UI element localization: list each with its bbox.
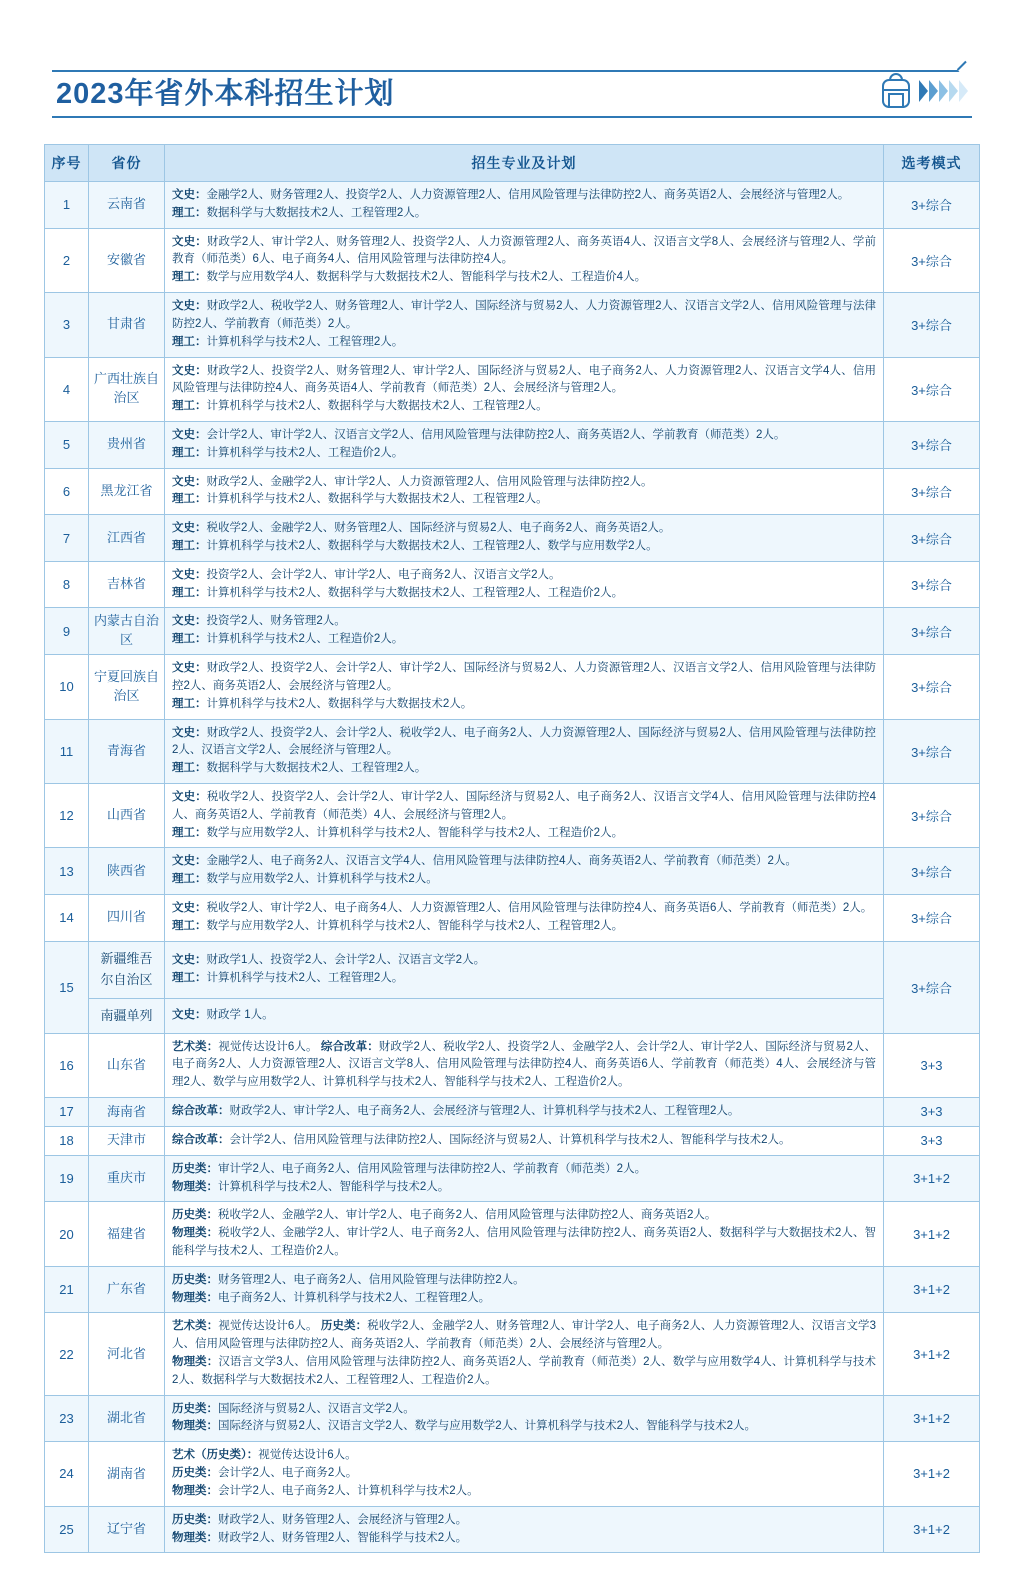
- table-row: [45, 468, 980, 515]
- major-line-label: 理工：: [172, 971, 207, 984]
- table-row: [45, 293, 980, 357]
- major-line-label: 物理类：: [172, 1531, 218, 1544]
- major-line: [172, 1132, 876, 1150]
- major-line-label: 艺术类：: [172, 1040, 219, 1053]
- row-province: 湖北省: [89, 1395, 165, 1442]
- row-exam-mode: 3+综合: [884, 655, 980, 719]
- major-line: [172, 660, 876, 696]
- major-line-text: 国际经济与贸易2人、汉语言文学2人。: [218, 1402, 415, 1415]
- row-exam-mode: 3+综合: [884, 941, 980, 1033]
- row-exam-mode: 3+1+2: [884, 1155, 980, 1202]
- row-majors: [165, 421, 884, 468]
- page-header: [52, 56, 972, 126]
- major-line-text: 计算机科学与技术2人、工程造价2人。: [206, 633, 404, 646]
- major-line-text: 计算机科学与技术2人、数据科学与大数据技术2人、工程管理2人、工程造价2人。: [206, 586, 624, 599]
- table-row: [45, 1126, 980, 1155]
- major-line: [172, 900, 876, 918]
- row-exam-mode: 3+1+2: [884, 1395, 980, 1442]
- row-exam-mode: 3+3: [884, 1098, 980, 1127]
- major-line-label: 物理类：: [172, 1420, 218, 1433]
- row-province: 吉林省: [89, 561, 165, 608]
- major-line-label: 理工：: [172, 873, 207, 886]
- major-line: [172, 871, 876, 889]
- table-body: [45, 182, 980, 1553]
- major-line-label: 文史：: [172, 235, 207, 248]
- table-row: [45, 1313, 980, 1395]
- major-line: [172, 427, 876, 445]
- major-line: [172, 538, 876, 556]
- table-row: [45, 182, 980, 229]
- row-index: 15: [45, 941, 89, 1033]
- row-exam-mode: 3+综合: [884, 895, 980, 942]
- row-majors: [165, 1313, 884, 1395]
- row-index: 20: [45, 1202, 89, 1266]
- major-line-text: 税收学2人、金融学2人、财务管理2人、国际经济与贸易2人、电子商务2人、商务英语2人。: [206, 522, 671, 535]
- row-index: 5: [45, 421, 89, 468]
- row-province: 海南省: [89, 1098, 165, 1127]
- major-line: [172, 474, 876, 492]
- row-index: 12: [45, 783, 89, 847]
- major-line: [172, 1272, 876, 1290]
- major-line-text: 汉语言文学3人、信用风险管理与法律防控2人、商务英语2人、学前教育（师范类）2人、数学与应用数学4人、计算机科学与技术2人、数据科学与大数据技术2人、工程管理2人、工程造价2人。: [172, 1356, 876, 1386]
- major-line-text: 投资学2人、财务管理2人。: [206, 615, 346, 628]
- row-index: 19: [45, 1155, 89, 1202]
- major-line-label: 文史：: [172, 953, 207, 966]
- row-index: 25: [45, 1506, 89, 1553]
- row-majors: [165, 895, 884, 942]
- major-line-text: 数据科学与大数据技术2人、工程管理2人。: [206, 206, 427, 219]
- row-province: 河北省: [89, 1313, 165, 1395]
- row-majors: [165, 848, 884, 895]
- row-index: 22: [45, 1313, 89, 1395]
- row-majors: [165, 1395, 884, 1442]
- major-line: [172, 585, 876, 603]
- major-line-text: 财政学2人、审计学2人、财务管理2人、投资学2人、人力资源管理2人、商务英语4人、汉语言文学8人、会展经济与管理2人、学前教育（师范类）6人、电子商务4人、信用风险管理与法律防控4人。: [172, 235, 876, 266]
- major-line-text: 计算机科学与技术2人、数据科学与大数据技术2人、工程管理2人、数学与应用数学2人。: [206, 540, 658, 552]
- major-line: [172, 567, 876, 585]
- row-exam-mode: 3+综合: [884, 421, 980, 468]
- major-line-label: 理工：: [172, 540, 207, 552]
- major-line: [172, 445, 876, 463]
- row-exam-mode: 3+1+2: [884, 1442, 980, 1506]
- major-line: [172, 760, 876, 778]
- row-province: 辽宁省: [89, 1506, 165, 1553]
- major-line: [172, 1447, 876, 1465]
- table-row: [45, 1395, 980, 1442]
- major-line: [172, 1161, 876, 1179]
- row-exam-mode: 3+综合: [884, 561, 980, 608]
- major-line-text: 计算机科学与技术2人、数据科学与大数据技术2人、工程管理2人。: [206, 400, 548, 413]
- major-line-label: 理工：: [172, 586, 207, 599]
- major-line: [172, 952, 876, 970]
- row-index: 4: [45, 357, 89, 421]
- row-exam-mode: 3+综合: [884, 848, 980, 895]
- row-index: 18: [45, 1126, 89, 1155]
- row-majors: [165, 1506, 884, 1553]
- row-exam-mode: 3+综合: [884, 515, 980, 562]
- major-line-text: 计算机科学与技术2人、工程造价2人。: [206, 446, 404, 459]
- major-line: [172, 269, 876, 287]
- major-line-text: 税收学2人、金融学2人、审计学2人、电子商务2人、信用风险管理与法律防控2人、商务英语2人、数据科学与大数据技术2人、智能科学与技术2人、工程造价2人。: [172, 1227, 877, 1257]
- row-majors: [165, 1033, 884, 1097]
- table-header-row: [45, 145, 980, 182]
- table-row: [45, 561, 980, 608]
- major-line-text: 财政学2人、投资学2人、财务管理2人、审计学2人、国际经济与贸易2人、电子商务2人、人力资源管理2人、汉语言文学4人、信用风险管理与法律防控4人、商务英语4人、学前教育（师范类）2人、会展经济与管理2人。: [172, 364, 876, 395]
- major-line-label: 文史：: [172, 855, 207, 868]
- row-exam-mode: 3+综合: [884, 357, 980, 421]
- major-line-label: 理工：: [172, 493, 207, 506]
- province-sub: 南疆单列: [89, 998, 164, 1033]
- major-line-text: 财政学2人、财务管理2人、智能科学与技术2人。: [218, 1531, 468, 1544]
- row-province: 青海省: [89, 719, 165, 783]
- row-majors: [165, 1442, 884, 1506]
- table-row: [45, 1033, 980, 1097]
- major-line-label: 历史类：: [172, 1273, 218, 1286]
- row-province: 山西省: [89, 783, 165, 847]
- major-line: [172, 789, 876, 825]
- row-exam-mode: 3+综合: [884, 293, 980, 357]
- table-header: [45, 145, 980, 182]
- major-line: [172, 1103, 876, 1121]
- col-header-majors: 招生专业及计划: [165, 145, 884, 182]
- major-line: [172, 205, 876, 223]
- major-line-text: 数据科学与大数据技术2人、工程管理2人。: [206, 762, 427, 775]
- row-exam-mode: 3+1+2: [884, 1506, 980, 1553]
- row-majors: [165, 1126, 884, 1155]
- major-line: [172, 1207, 876, 1225]
- major-line-label: 文史：: [172, 726, 207, 739]
- row-majors: [165, 293, 884, 357]
- major-line-label: 文史：: [172, 522, 207, 535]
- major-line-label: 理工：: [172, 762, 207, 775]
- major-line-label: 综合改革：: [172, 1105, 230, 1118]
- major-line: [172, 696, 876, 714]
- major-line-text: 会计学2人、电子商务2人、计算机科学与技术2人。: [218, 1484, 479, 1497]
- page-title: 2023年省外本科招生计划: [56, 74, 407, 114]
- row-majors: [165, 515, 884, 562]
- major-line: [172, 1483, 876, 1501]
- row-majors: [165, 608, 884, 655]
- major-line: [172, 1179, 876, 1197]
- row-province: 天津市: [89, 1126, 165, 1155]
- major-line-label: 艺术类：: [172, 1320, 219, 1333]
- row-majors: [165, 468, 884, 515]
- major-line: [172, 1401, 876, 1419]
- row-province: 内蒙古自治区: [89, 608, 165, 655]
- major-line-label: 文史：: [172, 364, 207, 377]
- major-line: [172, 631, 876, 649]
- row-index: 3: [45, 293, 89, 357]
- major-line-label: 文史：: [172, 475, 207, 488]
- major-line-text: 财政学2人、投资学2人、会计学2人、审计学2人、国际经济与贸易2人、人力资源管理2人、汉语言文学2人、信用风险管理与法律防控2人、商务英语2人、会展经济与管理2人。: [172, 662, 877, 692]
- major-line-label: 艺术（历史类）：: [172, 1449, 259, 1462]
- row-index: 7: [45, 515, 89, 562]
- major-line-label: 物理类：: [172, 1356, 219, 1368]
- major-line-label: 综合改革：: [172, 1133, 230, 1146]
- majors-main: [165, 942, 883, 999]
- row-majors: [165, 655, 884, 719]
- row-index: 13: [45, 848, 89, 895]
- row-exam-mode: 3+综合: [884, 783, 980, 847]
- major-line-label: 文史：: [172, 1008, 207, 1021]
- major-line-text: 财政学2人、审计学2人、电子商务2人、会展经济与管理2人、计算机科学与技术2人、工程管理2人。: [229, 1105, 740, 1118]
- row-majors: [165, 182, 884, 229]
- major-line-text: 数学与应用数学4人、数据科学与大数据技术2人、智能科学与技术2人、工程造价4人。: [206, 271, 647, 284]
- major-line: [172, 334, 876, 352]
- major-line-text: 视觉传达设计6人。: [258, 1449, 357, 1462]
- major-line: [172, 853, 876, 871]
- major-line-text: 财政学2人、财务管理2人、会展经济与管理2人。: [218, 1513, 468, 1526]
- admission-plan-table: [44, 144, 980, 1553]
- major-line: [172, 918, 876, 936]
- col-header-mode: 选考模式: [884, 145, 980, 182]
- row-exam-mode: 3+3: [884, 1126, 980, 1155]
- row-majors: [165, 1155, 884, 1202]
- major-line-label: 物理类：: [172, 1227, 219, 1240]
- table-row: [45, 1098, 980, 1127]
- major-line-text: 审计学2人、电子商务2人、信用风险管理与法律防控2人、学前教育（师范类）2人。: [218, 1162, 647, 1175]
- row-index: 23: [45, 1395, 89, 1442]
- major-line-label: 历史类：: [172, 1402, 218, 1415]
- major-line-label: 理工：: [172, 633, 207, 646]
- header-top-rule: [52, 70, 972, 72]
- major-line-text: 财务管理2人、电子商务2人、信用风险管理与法律防控2人。: [218, 1273, 525, 1286]
- row-index: 24: [45, 1442, 89, 1506]
- row-index: 1: [45, 182, 89, 229]
- major-line-label: 理工：: [172, 697, 207, 710]
- col-header-no: 序号: [45, 145, 89, 182]
- row-exam-mode: 3+综合: [884, 719, 980, 783]
- major-line: [172, 1290, 876, 1308]
- major-line: [172, 491, 876, 509]
- table-row: [45, 848, 980, 895]
- row-index: 14: [45, 895, 89, 942]
- major-line-label: 物理类：: [172, 1291, 218, 1304]
- table-row: [45, 1155, 980, 1202]
- row-province: 江西省: [89, 515, 165, 562]
- major-line-text: 国际经济与贸易2人、汉语言文学2人、数学与应用数学2人、计算机科学与技术2人、智能科学与技术2人。: [218, 1420, 756, 1433]
- major-line-text: 视觉传达设计6人。: [218, 1040, 318, 1053]
- row-exam-mode: 3+1+2: [884, 1202, 980, 1266]
- table-row: [45, 655, 980, 719]
- row-province: 甘肃省: [89, 293, 165, 357]
- major-line-text: 财政学2人、金融学2人、审计学2人、人力资源管理2人、信用风险管理与法律防控2人。: [206, 475, 653, 488]
- major-line-text: 税收学2人、金融学2人、审计学2人、电子商务2人、信用风险管理与法律防控2人、商务英语2人。: [218, 1209, 717, 1222]
- major-line: [172, 1354, 876, 1390]
- row-exam-mode: 3+1+2: [884, 1313, 980, 1395]
- table-row: [45, 941, 980, 1033]
- row-province: 四川省: [89, 895, 165, 942]
- major-line-text: 会计学2人、电子商务2人。: [218, 1467, 358, 1480]
- major-line-text: 投资学2人、会计学2人、审计学2人、电子商务2人、汉语言文学2人。: [206, 568, 561, 581]
- major-line-label: 文史：: [172, 428, 207, 441]
- major-line: [172, 970, 876, 988]
- row-province: 广东省: [89, 1266, 165, 1313]
- table-row: [45, 895, 980, 942]
- major-line: [172, 1318, 876, 1354]
- row-province: [89, 941, 165, 1033]
- major-line-text: 数学与应用数学2人、计算机科学与技术2人。: [206, 873, 438, 886]
- major-line-text: 视觉传达设计6人。: [218, 1320, 318, 1333]
- major-line: [172, 1512, 876, 1530]
- row-index: 21: [45, 1266, 89, 1313]
- row-exam-mode: 3+1+2: [884, 1266, 980, 1313]
- major-line: [172, 1530, 876, 1548]
- row-exam-mode: 3+3: [884, 1033, 980, 1097]
- row-province: 广西壮族自治区: [89, 357, 165, 421]
- major-line: [172, 1418, 876, 1436]
- backpack-icon: [879, 72, 913, 110]
- major-line-text: 电子商务2人、计算机科学与技术2人、工程管理2人。: [218, 1291, 491, 1304]
- major-line-text-2: 财政学2人、税收学2人、投资学2人、金融学2人、会计学2人、审计学2人、国际经济与贸易2人、电子商务2人、人力资源管理2人、汉语言文学8人、信用风险管理与法律防控4人、商务英语6人、学前教育（师范类）4人、会展经济与管理2人、数学与应用数学2人、计算机科学与技术2人、智能科学与技术2人、工程造价2人。: [172, 1040, 877, 1089]
- row-province: 重庆市: [89, 1155, 165, 1202]
- major-line-label: 物理类：: [172, 1484, 218, 1497]
- header-icon-group: [869, 72, 968, 110]
- major-line-label: 物理类：: [172, 1180, 218, 1193]
- major-line-label: 历史类：: [172, 1513, 218, 1526]
- major-line-text: 税收学2人、投资学2人、会计学2人、审计学2人、国际经济与贸易2人、电子商务2人、汉语言文学4人、信用风险管理与法律防控4人、商务英语2人、学前教育（师范类）4人、会展经济与管理2人。: [172, 790, 876, 821]
- major-line-label: 文史：: [172, 902, 207, 914]
- table-row: [45, 608, 980, 655]
- major-line: [172, 298, 876, 334]
- major-line-text: 财政学2人、投资学2人、会计学2人、税收学2人、电子商务2人、人力资源管理2人、国际经济与贸易2人、信用风险管理与法律防控2人、汉语言文学2人、会展经济与管理2人。: [172, 726, 877, 757]
- major-line-label: 理工：: [172, 271, 207, 284]
- row-index: 8: [45, 561, 89, 608]
- row-index: 6: [45, 468, 89, 515]
- row-index: 11: [45, 719, 89, 783]
- major-line-text: 会计学2人、信用风险管理与法律防控2人、国际经济与贸易2人、计算机科学与技术2人、智能科学与技术2人。: [229, 1133, 791, 1146]
- row-majors: [165, 228, 884, 292]
- table-row: [45, 719, 980, 783]
- major-line: [172, 363, 876, 399]
- major-line-label: 理工：: [172, 919, 207, 932]
- major-line-label: 文史：: [172, 568, 207, 581]
- row-exam-mode: 3+综合: [884, 228, 980, 292]
- major-line: [172, 1465, 876, 1483]
- row-index: 16: [45, 1033, 89, 1097]
- row-majors: [165, 783, 884, 847]
- major-line-label: 理工：: [172, 206, 207, 219]
- major-line: [172, 520, 876, 538]
- row-majors: [165, 561, 884, 608]
- header-bottom-rule: [52, 116, 972, 118]
- majors-sub: [165, 998, 883, 1033]
- major-line-text: 计算机科学与技术2人、工程管理2人。: [206, 335, 404, 348]
- major-line-text: 数学与应用数学2人、计算机科学与技术2人、智能科学与技术2人、工程造价2人。: [206, 826, 624, 839]
- major-line-label: 文史：: [172, 300, 207, 313]
- major-line-text: 金融学2人、电子商务2人、汉语言文学4人、信用风险管理与法律防控4人、商务英语2人、学前教育（师范类）2人。: [206, 855, 797, 868]
- row-province: 福建省: [89, 1202, 165, 1266]
- table-row: [45, 783, 980, 847]
- row-majors: [165, 941, 884, 1033]
- row-exam-mode: 3+综合: [884, 608, 980, 655]
- chevrons-right-icon: [919, 80, 968, 102]
- col-header-province: 省份: [89, 145, 165, 182]
- major-line-text: 数学与应用数学2人、计算机科学与技术2人、智能科学与技术2人、工程管理2人。: [206, 919, 624, 932]
- major-line: [172, 1225, 876, 1261]
- major-line-text: 计算机科学与技术2人、智能科学与技术2人。: [218, 1180, 450, 1193]
- major-line-text: 会计学2人、审计学2人、汉语言文学2人、信用风险管理与法律防控2人、商务英语2人、学前教育（师范类）2人。: [206, 428, 786, 441]
- major-line-text: 财政学 1人。: [206, 1008, 274, 1021]
- major-line: [172, 725, 876, 761]
- table-row: [45, 228, 980, 292]
- row-majors: [165, 1202, 884, 1266]
- major-line-label: 历史类：: [172, 1467, 218, 1480]
- table-row: [45, 1506, 980, 1553]
- major-line-label: 文史：: [172, 790, 207, 803]
- major-line-text: 计算机科学与技术2人、数据科学与大数据技术2人、工程管理2人。: [206, 493, 548, 506]
- row-province: 陕西省: [89, 848, 165, 895]
- row-province: 山东省: [89, 1033, 165, 1097]
- major-line-text: 金融学2人、财务管理2人、投资学2人、人力资源管理2人、信用风险管理与法律防控2人、商务英语2人、会展经济与管理2人。: [206, 189, 850, 201]
- major-line-label-2: 历史类：: [320, 1320, 368, 1333]
- major-line-text: 计算机科学与技术2人、工程管理2人。: [206, 971, 404, 984]
- row-province: 湖南省: [89, 1442, 165, 1506]
- major-line-label: 文史：: [172, 615, 207, 628]
- table-row: [45, 515, 980, 562]
- row-majors: [165, 1098, 884, 1127]
- table-row: [45, 1202, 980, 1266]
- row-exam-mode: 3+综合: [884, 182, 980, 229]
- major-line-text: 财政学1人、投资学2人、会计学2人、汉语言文学2人。: [206, 953, 486, 966]
- row-province: 黑龙江省: [89, 468, 165, 515]
- row-majors: [165, 357, 884, 421]
- table-row: [45, 357, 980, 421]
- row-majors: [165, 1266, 884, 1313]
- major-line-label: 理工：: [172, 400, 207, 413]
- major-line: [172, 234, 876, 270]
- major-line-label: 理工：: [172, 826, 207, 839]
- row-province: 安徽省: [89, 228, 165, 292]
- table-row: [45, 1266, 980, 1313]
- table-row: [45, 1442, 980, 1506]
- major-line-text: 计算机科学与技术2人、数据科学与大数据技术2人。: [206, 697, 473, 710]
- row-exam-mode: 3+综合: [884, 468, 980, 515]
- table-row: [45, 421, 980, 468]
- major-line: [172, 187, 876, 205]
- major-line-text-2: 税收学2人、金融学2人、财务管理2人、审计学2人、电子商务2人、人力资源管理2人、汉语言文学3人、信用风险管理与法律防控2人、商务英语2人、学前教育（师范类）2人、会展经济与管理2人。: [172, 1320, 877, 1351]
- major-line: [172, 825, 876, 843]
- row-province: 贵州省: [89, 421, 165, 468]
- major-line-label: 理工：: [172, 335, 207, 348]
- row-province: 云南省: [89, 182, 165, 229]
- major-line: [172, 398, 876, 416]
- major-line-label: 理工：: [172, 446, 207, 459]
- row-index: 10: [45, 655, 89, 719]
- major-line-text: 财政学2人、税收学2人、财务管理2人、审计学2人、国际经济与贸易2人、人力资源管理2人、汉语言文学2人、信用风险管理与法律防控2人、学前教育（师范类）2人。: [172, 300, 877, 330]
- major-line-label: 文史：: [172, 189, 207, 201]
- major-line-label: 文史：: [172, 662, 207, 675]
- major-line: [172, 613, 876, 631]
- province-main: 新疆维吾尔自治区: [89, 942, 164, 999]
- row-index: 2: [45, 228, 89, 292]
- major-line-label: 历史类：: [172, 1209, 218, 1222]
- row-majors: [165, 719, 884, 783]
- row-province: 宁夏回族自治区: [89, 655, 165, 719]
- major-line-label: 历史类：: [172, 1162, 218, 1175]
- major-line-label-2: 综合改革：: [320, 1040, 379, 1053]
- major-line: [172, 1007, 876, 1025]
- row-index: 9: [45, 608, 89, 655]
- row-index: 17: [45, 1098, 89, 1127]
- major-line-text: 税收学2人、审计学2人、电子商务4人、人力资源管理2人、信用风险管理与法律防控4人、商务英语6人、学前教育（师范类）2人。: [206, 902, 873, 914]
- major-line: [172, 1039, 876, 1092]
